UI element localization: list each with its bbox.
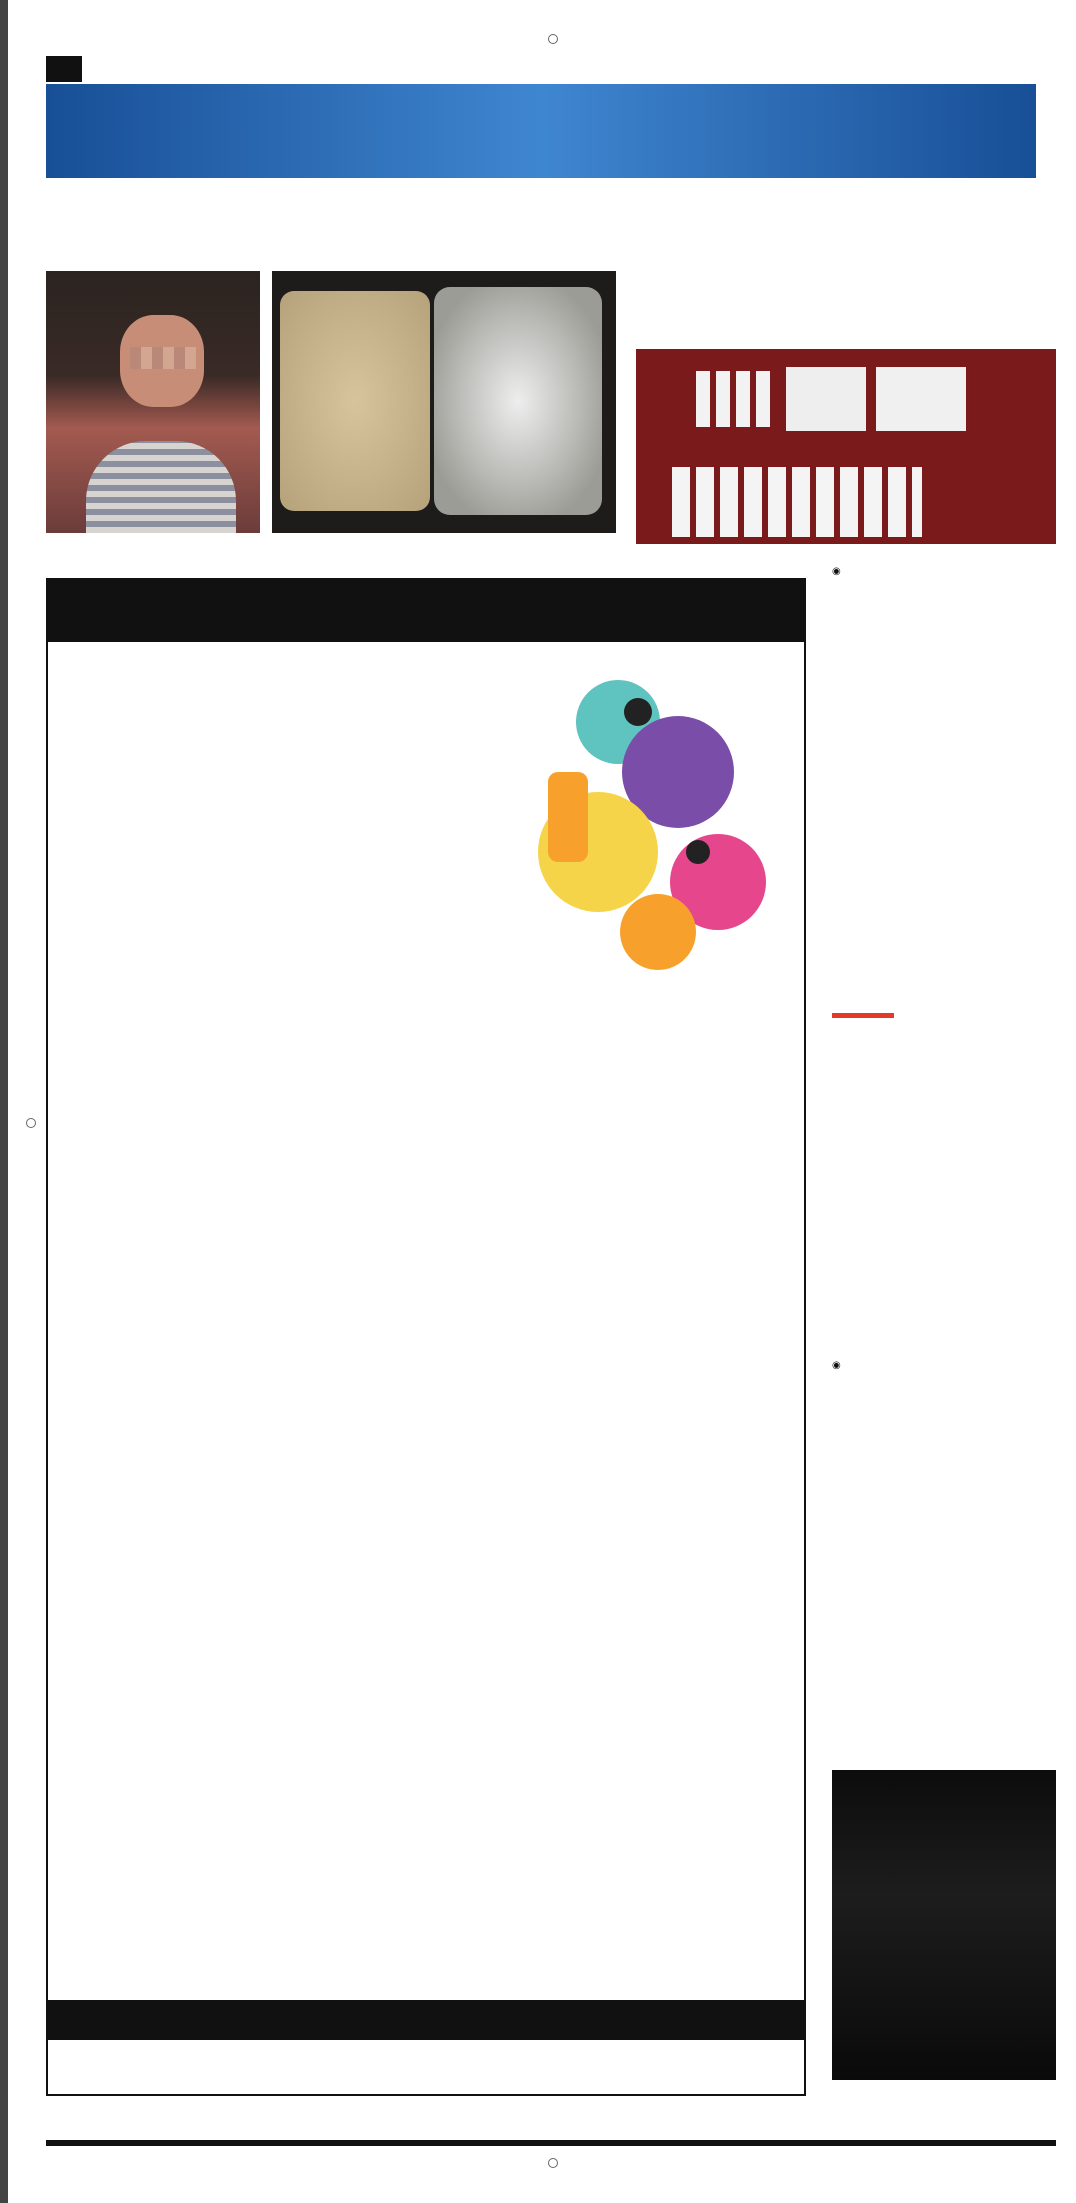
category-bar	[48, 580, 804, 642]
registration-mark	[26, 1118, 36, 1128]
pixelated-eyes	[130, 347, 196, 369]
second-article	[832, 1360, 1056, 1371]
ad-footer	[48, 1954, 804, 2094]
photo-detainee	[46, 271, 260, 533]
ad-hero	[48, 642, 804, 972]
page-number	[46, 56, 82, 82]
photo-drug-packages	[272, 271, 616, 533]
camera-icon: ◉	[832, 1360, 841, 1371]
photo-police-car	[832, 1770, 1056, 2080]
registration-mark	[548, 34, 558, 44]
lead-article	[832, 566, 1056, 577]
byline	[832, 1360, 1056, 1371]
sponsor-logos	[88, 1954, 448, 1994]
social-bar	[48, 2000, 804, 2040]
section-banner	[46, 84, 1036, 178]
festival-illustration	[528, 652, 788, 972]
festival-ad	[46, 578, 806, 2096]
registration-mark	[548, 2158, 558, 2168]
page-edge	[0, 0, 8, 2203]
camera-icon: ◉	[832, 566, 841, 577]
sponsor-strip	[48, 2042, 804, 2092]
bottom-rule	[46, 2140, 1056, 2146]
photo-envelopes	[636, 349, 1056, 544]
page-header	[46, 56, 1036, 82]
accent-rule	[832, 1013, 894, 1018]
byline	[832, 566, 1056, 577]
